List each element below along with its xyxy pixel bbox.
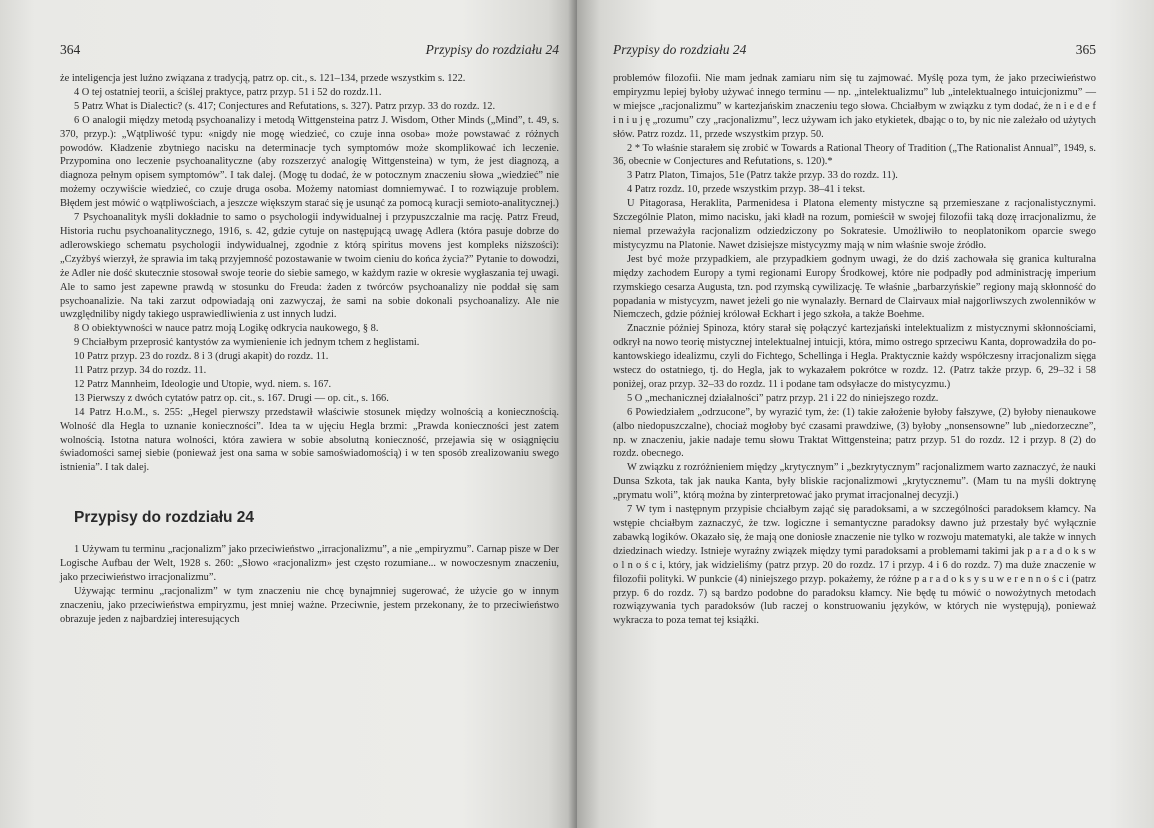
note: 2 * To właśnie starałem się zrobić w Towards a Rational Theory of Tradition („The Rationalist Annual”, 1949, s. 36, obecnie w Conjectures and Refutations, s. 120).* bbox=[613, 142, 1096, 168]
note: 3 Patrz Platon, Timajos, 51e (Patrz także przyp. 33 do rozdz. 11). bbox=[627, 170, 898, 182]
running-title: Przypisy do rozdziału 24 bbox=[613, 42, 747, 57]
note: Jest być może przypadkiem, ale przypadkiem godnym uwagi, że do dziś zachowała się granica kulturalna między zachodem Europy a tymi regionami Europy Środkowej, które nie podpadły pod administrację imperium rzymskiego cesarza Augusta, tzn. pod rzymską cywilizację. Te właśnie „barbarzyńskie” regiony mają skłonność do popadania w mistycyzm, nawet jeżeli go nie wynalazły. Bernard de Clairvaux miał najgorliwszych zwolenników w Niemczech, gdzie później królował Eckhart i jego szkoła, a także Boehme. bbox=[613, 253, 1096, 321]
right-page-header bbox=[613, 42, 1096, 58]
note: Używając terminu „racjonalizm” w tym znaczeniu nie chcę bynajmniej sugerować, że użycie go w innym znaczeniu, jako przeciwieństwa empiryzmu, jest mniej ważne. Przeciwnie, jestem przekonany, że to przeciwieństwo obrazuje jeden z najbardziej interesujących bbox=[60, 586, 559, 625]
note: 14 Patrz H.o.M., s. 255: „Hegel pierwszy przedstawił właściwie stosunek między wolnością a koniecznością. Wolność dla Hegla to uznanie konieczności”. Idea ta w ujęciu Hegla brzmi: „Prawda konieczności jest zatem wolnością. Istotna natura wolności, która zawiera w sobie absolutną konieczność, przejawia się w osiągnięciu świadomości samej siebie (ponieważ jest ona sama w sobie samoświadomością) i w ten sposób zrealizowaniu swego istnienia”. I tak dalej. bbox=[60, 406, 559, 474]
note: 11 Patrz przyp. 34 do rozdz. 11. bbox=[74, 365, 207, 377]
note: 4 O tej ostatniej teorii, a ściślej praktyce, patrz przyp. 51 i 52 do rozdz.11. bbox=[74, 86, 382, 98]
note: że inteligencja jest luźno związana z tradycją, patrz op. cit., s. 121–134, przede wszystkim s. 122. bbox=[60, 73, 466, 84]
note: W związku z rozróżnieniem między „krytycznym” i „bezkrytycznym” racjonalizmem warto zaznaczyć, że nauki Dunsa Szkota, tak jak nauka Kanta, były bliskie racjonalizmowi „krytycznemu”. (Mam tu na myśli doktrynę „prymatu woli”, którą można by zinterpretować jako prymat irracjonalnej decyzji.) bbox=[613, 462, 1096, 502]
right-notes bbox=[613, 72, 1096, 628]
note: 6 Powiedziałem „odrzucone”, by wyrazić tym, że: (1) takie założenie byłoby fałszywe, (2) byłoby nienaukowe (albo niedopuszczalne), chociaż mogłoby być czasami prawdziwe, (3) byłoby „nonsensowne” lub „niedorzeczne”, np. w znaczeniu, jakie nadaje temu słowu Traktat Wittgensteina; patrz przyp. 51 do rozdz. 12 i przyp. 8 (2) do rozdz. obecnego. bbox=[613, 406, 1096, 460]
page-number: 364 bbox=[60, 42, 81, 57]
note: 7 W tym i następnym przypisie chciałbym zająć się paradoksami, a w szczególności paradoksem kłamcy. Na wstępie chciałbym zaznaczyć, że tzw. logiczne i semantyczne paradoksy dawno już przestały być wyłącznie zabawką logików. Okazało się, że mają one doniosłe znaczenie nie tylko w rozwoju matematyki, ale także w innych dziedzinach wiedzy. Istnieje wyraźny związek między tymi paradoksami a problemami takimi jak p a r a d o k s w o l n o ś c i, który, jak widzieliśmy (patrz przyp. 20 do rozdz. 17 i przyp. 4 i 6 do rozdz. 7) ma duże znaczenie w filozofii polityki. W punkcie (4) niniejszego przyp. pokażemy, że różne p a r a d o k s y s u w e r e n n o ś c i (patrz przyp. 6 do rozdz. 7) są bardzo podobne do paradoksu kłamcy. Nie będę tu mówić o nowożytnych metodach rozwiązywania tych paradoksów (lub raczej o konstruowaniu języków, w których nie występują), ponieważ wykracza to poza temat tej książki. bbox=[613, 504, 1096, 627]
chapter-heading: Przypisy do rozdziału 24 bbox=[74, 509, 255, 527]
note: 8 O obiektywności w nauce patrz moją Logikę odkrycia naukowego, § 8. bbox=[74, 323, 379, 335]
note: 13 Pierwszy z dwóch cytatów patrz op. cit., s. 167. Drugi — op. cit., s. 166. bbox=[74, 392, 389, 404]
right-page bbox=[577, 0, 1154, 828]
note: 7 Psychoanalityk myśli dokładnie to samo o psychologii indywidualnej i przypuszczalnie ma rację. Patrz Freud, Historia ruchu psychoanalitycznego, 1916, s. 42, gdzie cytuje on następującą uwagę Adlera (która pasuje dobrze do adlerowskiego schematu psychologii indywidualnej, zgodnie z którą spiritus movens jest kompleks niższości): „Czyżbyś wierzył, że sprawia im taką przyjemność pozostawanie w twoim cieniu do końca życia?” Pytanie to dowodzi, że Adler nie dość skutecznie stosował swoje teorie do siebie samego, w każdym razie w okresie wygłaszania tej uwagi. Ale to samo jest zapewne prawdą w stosunku do Freuda: żaden z twórców psychoanalizy nie poddał się sam psychoanalizie. Na taki zarzut odpowiadają oni zazwyczaj, że sami na sobie dokonali psychoanalizy. Ale nie uwzględniliby nigdy takiego usprawiedliwienia z ust innych ludzi. bbox=[60, 212, 559, 321]
left-page-header bbox=[60, 42, 559, 58]
page-number: 365 bbox=[1075, 42, 1096, 57]
note: 12 Patrz Mannheim, Ideologie und Utopie, wyd. niem. s. 167. bbox=[74, 378, 332, 390]
left-notes-after bbox=[60, 543, 559, 626]
note: 1 Używam tu terminu „racjonalizm” jako przeciwieństwo „irracjonalizmu”, a nie „empiryzmu”. Carnap pisze w Der Logische Aufbau der Welt, 1928 s. 260: „Słowo «racjonalizm» jest często rozumiane... w nowoczesnym znaczeniu, jako przeciwieństwo irracjonalizmu”. bbox=[60, 544, 559, 584]
note: U Pitagorasa, Heraklita, Parmenidesa i Platona elementy mistyczne są przemieszane z racjonalistycznymi. Szczególnie Platon, mimo nacisku, jaki kładł na rozum, pomieścił w swojej filozofii taką dozę irracjonalizmu, że niemal przeważyła racjonalizm odziedziczony po Sokratesie. Umożliwiło to neoplatonikom oparcie swego mistycyzmu na Platonie. Nawet dzisiejsze mistycyzmy mają w nim właśnie swoje źródło. bbox=[613, 198, 1096, 251]
note: 5 Patrz What is Dialectic? (s. 417; Conjectures and Refutations, s. 327). Patrz przyp. 33 do rozdz. 12. bbox=[74, 100, 496, 112]
left-notes bbox=[60, 72, 559, 475]
note: 6 O analogii między metodą psychoanalizy i metodą Wittgensteina patrz J. Wisdom, Other Minds („Mind”, t. 49, s. 370, przyp.): „Wątpliwość typu: «nigdy nie mogę wiedzieć, co czuje inna osoba» może powstawać z różnych powodów. Kładzenie zbytniego nacisku na determinacje tych symptomów może skomplikować ich leczenie. Przypomina ono leczenie psychoanalityczne (aby rozszerzyć analogię Wittgensteina) w tym, że jest diagnozą, a diagnoza pełnym opisem symptomów”. I tak dalej. (Mogę tu dodać, że w potocznym znaczeniu słowa „wiedzieć” nie możemy oczywiście wiedzieć, co czuje druga osoba. Możemy natomiast domniemywać. I to rozwiązuje problem. Błędem jest mówić o wątpliwościach, a jeszcze większym starać się je usunąć za pomocą kuracji semioto-analitycznej.) bbox=[60, 114, 559, 210]
note: 5 O „mechanicznej działalności” patrz przyp. 21 i 22 do niniejszego rozdz. bbox=[627, 392, 939, 404]
running-title: Przypisy do rozdziału 24 bbox=[425, 42, 559, 57]
note: 10 Patrz przyp. 23 do rozdz. 8 i 3 (drugi akapit) do rozdz. 11. bbox=[74, 351, 329, 363]
note: Znacznie później Spinoza, który starał się połączyć kartezjański intelektualizm z mistycznymi skłonnościami, odkrył na nowo teorię mistycznej intelektualnej intuicji, która, mimo ostrego sprzeciwu Kanta, doprowadziła do po-kantowskiego idealizmu, czyli do Fichtego, Schellinga i Hegla. Praktycznie każdy współczesny irracjonalizm sięga wstecz do ostatniego, tj. do Hegla, jak to wykazałem pokrótce w rozdz. 12. (Patrz także przyp. 6, 29–32 i 58 poniżej, oraz przyp. 32–33 do rozdz. 11 i podane tam odsyłacze do mistycyzmu.) bbox=[613, 323, 1096, 390]
note: problemów filozofii. Nie mam jednak zamiaru nim się tu zajmować. Myślę poza tym, że jako przeciwieństwo empiryzmu lepiej byłoby używać innego terminu — np. „intelektualizmu” lub „intelektualnego intuicjonizmu” — w miejsce „racjonalizmu” w kartezjańskim znaczeniu tego słowa. Chciałbym w związku z tym dodać, że n i e d e f i n i u j ę „rozumu” czy „racjonalizmu”, lecz używam ich jako etykietek, dbając o to, by nic nie zależało od użytych słów. Patrz rozdz. 11, przede wszystkim przyp. 50. bbox=[613, 73, 1096, 140]
note: 9 Chciałbym przeprosić kantystów za wymienienie ich jednym tchem z heglistami. bbox=[74, 337, 420, 349]
note: 4 Patrz rozdz. 10, przede wszystkim przyp. 38–41 i tekst. bbox=[627, 184, 866, 196]
